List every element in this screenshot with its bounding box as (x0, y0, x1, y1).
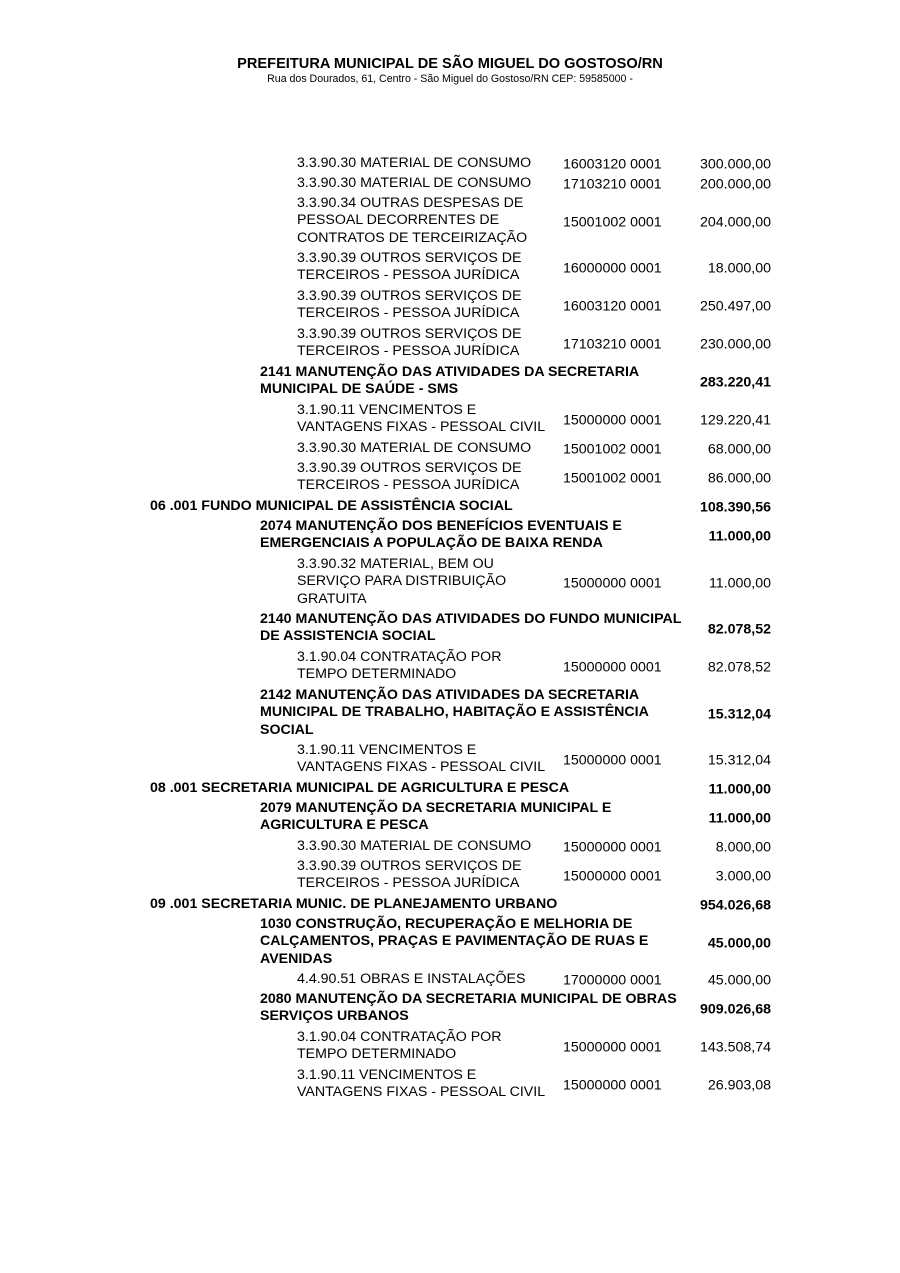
document-header (0, 55, 900, 85)
row-value: 45.000,00 (707, 972, 771, 989)
row-value: 108.390,56 (699, 499, 771, 516)
expense-row (0, 175, 900, 195)
expense-row (0, 556, 900, 611)
expense-row (0, 742, 900, 780)
row-description: 3.3.90.39 OUTROS SERVIÇOS DE TERCEIROS - PESSOA JURÍDICA (297, 460, 522, 494)
expense-row (0, 460, 900, 498)
row-value: 250.497,00 (699, 298, 771, 315)
action-row (0, 687, 900, 742)
row-value: 11.000,00 (708, 810, 771, 827)
expense-row (0, 440, 900, 460)
row-value: 26.903,08 (707, 1077, 771, 1094)
row-source-code: 16003120 0001 (563, 298, 662, 315)
row-description: 09 .001 SECRETARIA MUNIC. DE PLANEJAMENTO URBANO (150, 896, 558, 912)
row-value: 200.000,00 (699, 176, 771, 193)
row-source-code: 15000000 0001 (563, 659, 662, 676)
row-value: 45.000,00 (707, 934, 771, 951)
expense-row (0, 326, 900, 364)
row-description: 3.3.90.30 MATERIAL DE CONSUMO (297, 155, 532, 171)
expense-row (0, 649, 900, 687)
row-value: 283.220,41 (699, 374, 771, 391)
row-description: 2140 MANUTENÇÃO DAS ATIVIDADES DO FUNDO MUNICIPAL DE ASSISTENCIA SOCIAL (260, 611, 682, 645)
expense-row (0, 288, 900, 326)
row-description: 3.1.90.04 CONTRATAÇÃO POR TEMPO DETERMINADO (297, 1029, 502, 1063)
row-source-code: 15000000 0001 (563, 1039, 662, 1056)
row-source-code: 15000000 0001 (563, 574, 662, 591)
row-description: 3.3.90.39 OUTROS SERVIÇOS DE TERCEIROS - PESSOA JURÍDICA (297, 326, 522, 360)
row-value: 143.508,74 (699, 1039, 771, 1056)
row-value: 18.000,00 (707, 260, 771, 277)
expense-row (0, 1067, 900, 1105)
row-value: 11.000,00 (708, 528, 771, 545)
row-description: 3.1.90.11 VENCIMENTOS E VANTAGENS FIXAS - PESSOAL CIVIL (297, 742, 546, 776)
row-value: 86.000,00 (707, 470, 771, 487)
row-description: 3.3.90.34 OUTRAS DESPESAS DE PESSOAL DECORRENTES DE CONTRATOS DE TERCEIRIZAÇÃO (297, 195, 528, 246)
row-description: 3.3.90.32 MATERIAL, BEM OU SERVIÇO PARA DISTRIBUIÇÃO GRATUITA (297, 556, 507, 607)
unit-row (0, 498, 900, 518)
row-description: 3.3.90.39 OUTROS SERVIÇOS DE TERCEIROS - PESSOA JURÍDICA (297, 250, 522, 284)
row-value: 3.000,00 (715, 868, 771, 885)
action-row (0, 611, 900, 649)
expense-row (0, 858, 900, 896)
row-value: 204.000,00 (699, 213, 771, 230)
action-row (0, 518, 900, 556)
row-value: 8.000,00 (715, 839, 771, 856)
row-description: 2079 MANUTENÇÃO DA SECRETARIA MUNICIPAL E AGRICULTURA E PESCA (260, 800, 612, 834)
row-source-code: 15000000 0001 (563, 868, 662, 885)
row-description: 3.1.90.04 CONTRATAÇÃO POR TEMPO DETERMINADO (297, 649, 502, 683)
row-description: 08 .001 SECRETARIA MUNICIPAL DE AGRICULTURA E PESCA (150, 780, 570, 796)
expense-row (0, 971, 900, 991)
row-description: 2142 MANUTENÇÃO DAS ATIVIDADES DA SECRETARIA MUNICIPAL DE TRABALHO, HABITAÇÃO E ASSISTÊNCIA SOCIAL (260, 687, 649, 738)
row-source-code: 15000000 0001 (563, 412, 662, 429)
row-value: 82.078,52 (707, 659, 771, 676)
row-value: 129.220,41 (699, 412, 771, 429)
row-source-code: 16003120 0001 (563, 156, 662, 173)
row-value: 68.000,00 (707, 441, 771, 458)
row-value: 11.000,00 (708, 574, 771, 591)
action-row (0, 991, 900, 1029)
municipality-title: PREFEITURA MUNICIPAL DE SÃO MIGUEL DO GOSTOSO/RN (237, 56, 663, 72)
budget-table (0, 155, 900, 1105)
row-source-code: 17103210 0001 (563, 336, 662, 353)
row-description: 3.3.90.30 MATERIAL DE CONSUMO (297, 440, 532, 456)
row-description: 3.1.90.11 VENCIMENTOS E VANTAGENS FIXAS - PESSOAL CIVIL (297, 1067, 546, 1101)
row-source-code: 16000000 0001 (563, 260, 662, 277)
unit-row (0, 896, 900, 916)
expense-row (0, 155, 900, 175)
row-source-code: 15001002 0001 (563, 441, 662, 458)
unit-row (0, 780, 900, 800)
row-source-code: 17000000 0001 (563, 972, 662, 989)
row-description: 3.1.90.11 VENCIMENTOS E VANTAGENS FIXAS - PESSOAL CIVIL (297, 402, 546, 436)
row-value: 15.312,04 (707, 752, 771, 769)
row-source-code: 15000000 0001 (563, 839, 662, 856)
row-source-code: 15000000 0001 (563, 752, 662, 769)
action-row (0, 916, 900, 971)
row-source-code: 15000000 0001 (563, 1077, 662, 1094)
row-value: 909.026,68 (699, 1001, 771, 1018)
row-value: 230.000,00 (699, 336, 771, 353)
row-description: 2080 MANUTENÇÃO DA SECRETARIA MUNICIPAL DE OBRAS SERVIÇOS URBANOS (260, 991, 677, 1025)
row-description: 1030 CONSTRUÇÃO, RECUPERAÇÃO E MELHORIA DE CALÇAMENTOS, PRAÇAS E PAVIMENTAÇÃO DE RUAS E AVENIDAS (260, 916, 649, 967)
expense-row (0, 1029, 900, 1067)
row-value: 11.000,00 (708, 781, 771, 798)
row-description: 3.3.90.30 MATERIAL DE CONSUMO (297, 175, 532, 191)
row-value: 300.000,00 (699, 156, 771, 173)
row-description: 3.3.90.39 OUTROS SERVIÇOS DE TERCEIROS - PESSOA JURÍDICA (297, 288, 522, 322)
row-description: 4.4.90.51 OBRAS E INSTALAÇÕES (297, 971, 526, 987)
row-value: 82.078,52 (707, 621, 771, 638)
action-row (0, 800, 900, 838)
row-source-code: 17103210 0001 (563, 176, 662, 193)
expense-row (0, 402, 900, 440)
row-description: 3.3.90.30 MATERIAL DE CONSUMO (297, 838, 532, 854)
row-source-code: 15001002 0001 (563, 470, 662, 487)
action-row (0, 364, 900, 402)
row-value: 15.312,04 (707, 705, 771, 722)
row-source-code: 15001002 0001 (563, 213, 662, 230)
expense-row (0, 250, 900, 288)
row-description: 06 .001 FUNDO MUNICIPAL DE ASSISTÊNCIA SOCIAL (150, 498, 513, 514)
row-description: 3.3.90.39 OUTROS SERVIÇOS DE TERCEIROS - PESSOA JURÍDICA (297, 858, 522, 892)
municipality-address: Rua dos Dourados, 61, Centro - São Miguel do Gostoso/RN CEP: 59585000 - (267, 73, 633, 85)
row-value: 954.026,68 (699, 897, 771, 914)
row-description: 2074 MANUTENÇÃO DOS BENEFÍCIOS EVENTUAIS E EMERGENCIAIS A POPULAÇÃO DE BAIXA RENDA (260, 518, 622, 552)
row-description: 2141 MANUTENÇÃO DAS ATIVIDADES DA SECRETARIA MUNICIPAL DE SAÚDE - SMS (260, 364, 639, 398)
expense-row (0, 195, 900, 250)
expense-row (0, 838, 900, 858)
